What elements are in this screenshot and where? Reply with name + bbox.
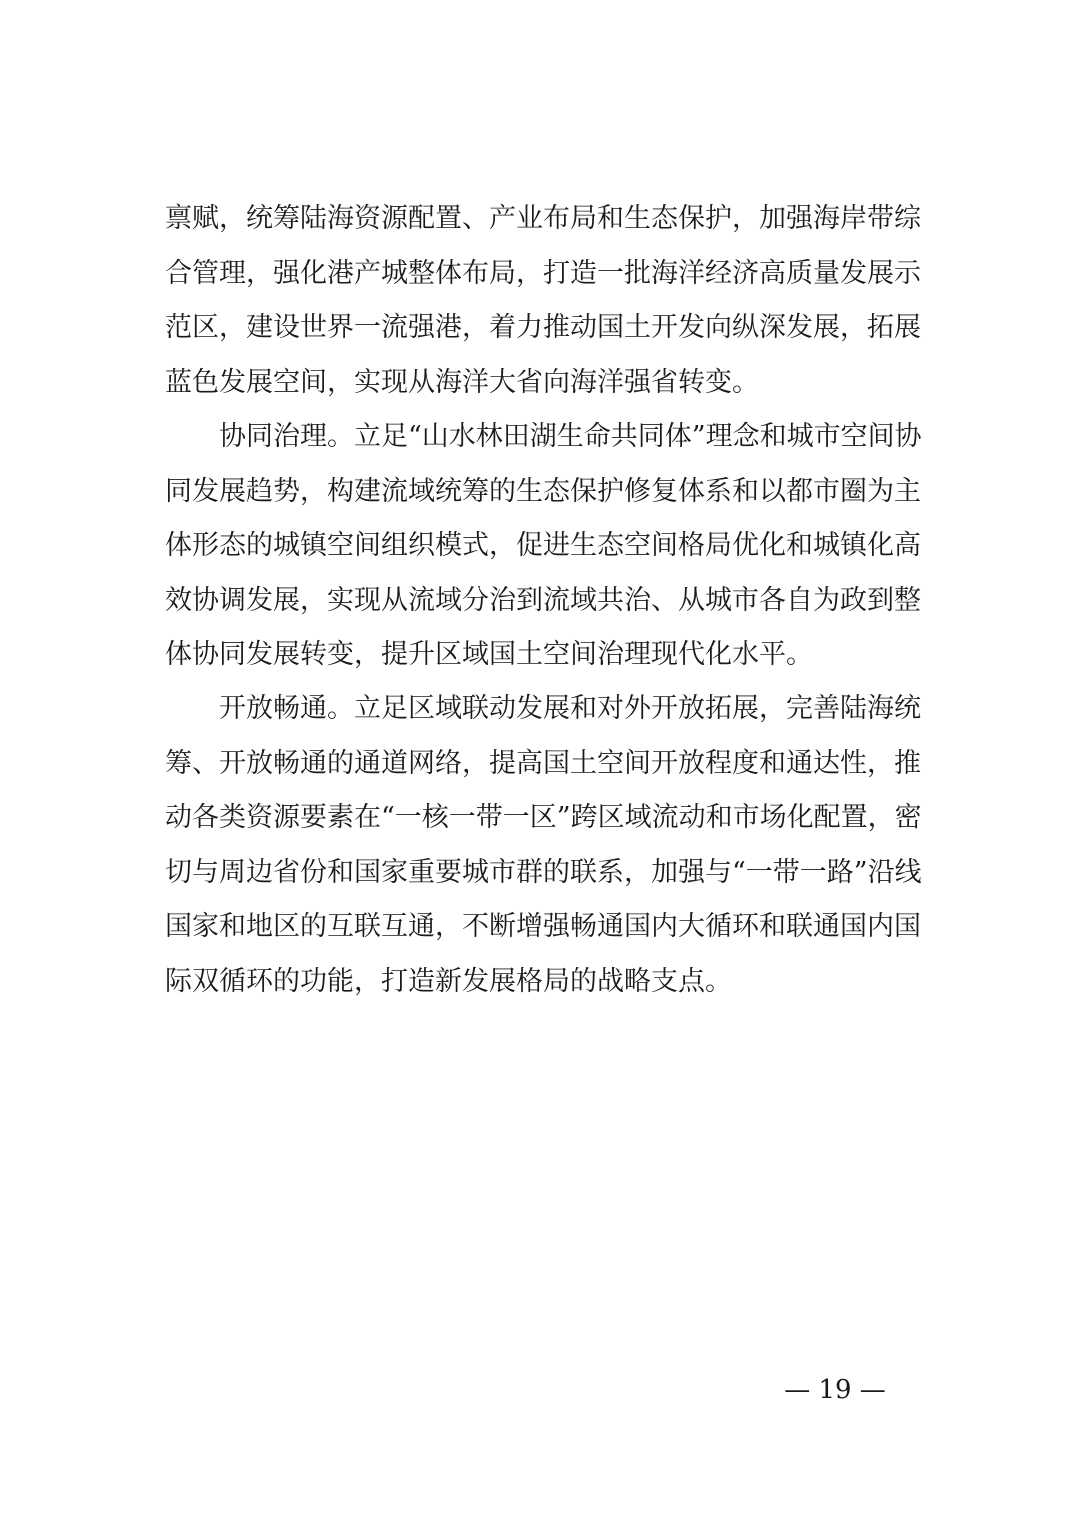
text-line: 切与周边省份和国家重要城市群的联系，加强与“一带一路”沿线: [165, 856, 922, 888]
text-line: 范区，建设世界一流强港，着力推动国土开发向纵深发展，拓展: [165, 312, 921, 343]
text-line: 际双循环的功能，打造新发展格局的战略支点。: [165, 965, 732, 997]
text-line: 效协调发展，实现从流域分治到流域共治、从城市各自为政到整: [165, 584, 921, 616]
paragraph-continuation: [165, 192, 921, 410]
text-line: 禀赋，统筹陆海资源配置、产业布局和生态保护，加强海岸带综: [165, 203, 921, 234]
text-line: 体协同发展转变，提升区域国土空间治理现代化水平。: [165, 639, 813, 670]
paragraph-coordinated-governance: [165, 410, 922, 683]
text-line: 动各类资源要素在“一核一带一区”跨区域流动和市场化配置，密: [165, 802, 922, 833]
text-line: 体形态的城镇空间组织模式，促进生态空间格局优化和城镇化高: [165, 530, 921, 561]
text-line: 协同治理。立足“山水林田湖生命共同体”理念和城市空间协: [219, 421, 922, 452]
text-line: 蓝色发展空间，实现从海洋大省向海洋强省转变。: [165, 366, 759, 398]
text-line: 同发展趋势，构建流域统筹的生态保护修复体系和以都市圈为主: [165, 475, 921, 507]
text-line: 筹、开放畅通的通道网络，提高国土空间开放程度和通达性，推: [165, 747, 921, 779]
text-line: 国家和地区的互联互通，不断增强畅通国内大循环和联通国内国: [165, 911, 921, 942]
text-line: 合管理，强化港产城整体布局，打造一批海洋经济高质量发展示: [165, 257, 921, 289]
paragraph-open-connectivity: [165, 682, 922, 1009]
text-line: 开放畅通。立足区域联动发展和对外开放拓展，完善陆海统: [219, 693, 921, 724]
page-number: — 19 —: [784, 1375, 886, 1405]
